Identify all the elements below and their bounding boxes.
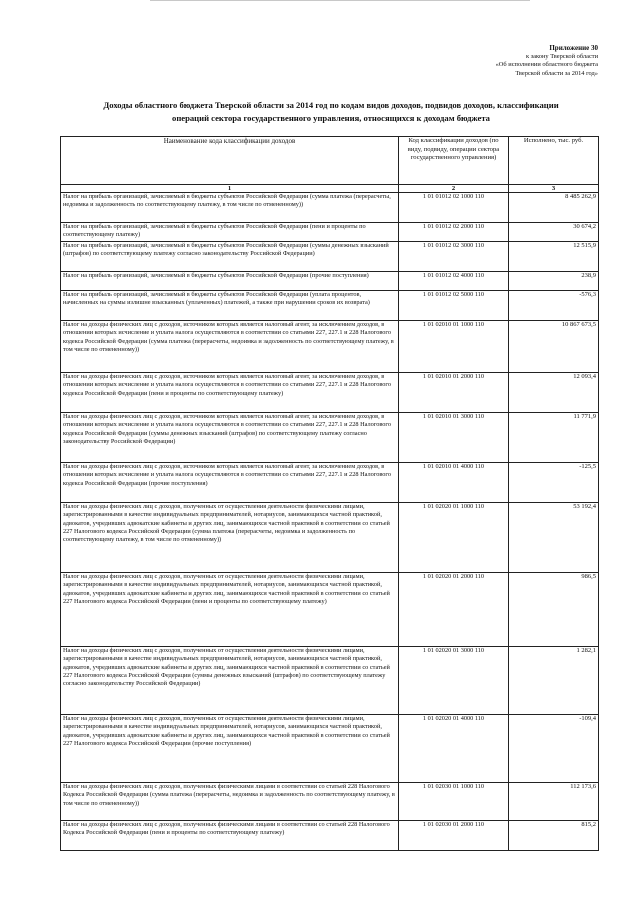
row-value: 10 867 673,5 [509, 321, 599, 373]
column-number-2: 2 [399, 185, 509, 193]
row-value: 12 093,4 [509, 373, 599, 413]
row-code: 1 01 01012 02 1000 110 [399, 193, 509, 223]
row-value: 112 173,6 [509, 783, 599, 821]
column-number-row [61, 185, 599, 193]
row-name: Налог на доходы физических лиц с доходов, полученных от осуществления деятельности физическими лицами, зарегистрированными в качестве индивидуальных предпринимателей, нотариусов, занимающихся частной практикой, адвокатов, учредивших адвокатские кабинеты и других лиц, занимающихся частной практикой в соответствии со статьей 227 Налогового кодекса Российской Федерации (пени и проценты по соответствующему платежу) [61, 573, 399, 647]
row-code: 1 01 02020 01 1000 110 [399, 503, 509, 573]
column-number-3: 3 [509, 185, 599, 193]
row-code: 1 01 01012 02 3000 110 [399, 242, 509, 272]
appendix-block [496, 44, 598, 78]
table-row [61, 242, 599, 272]
title-line-1: Доходы областного бюджета Тверской области за 2014 год по кодам видов доходов, подвидов доходов, классификации [103, 100, 559, 110]
row-code: 1 01 01012 02 2000 110 [399, 223, 509, 242]
row-name: Налог на доходы физических лиц с доходов, источником которых является налоговый агент, за исключением доходов, в отношении которых исчисление и уплата налога осуществляются в соответствии со статьями 227, 227.1 и 228 Налогового кодекса Российской Федерации (прочие поступления) [61, 463, 399, 503]
row-code: 1 01 02020 01 2000 110 [399, 573, 509, 647]
appendix-line-2: «Об исполнении областного бюджета [495, 61, 598, 69]
row-value: 11 771,9 [509, 413, 599, 463]
row-value: -109,4 [509, 715, 599, 783]
table-row [61, 783, 599, 821]
table-row [61, 715, 599, 783]
row-value: 815,2 [509, 821, 599, 851]
header-code: Код классификации доходов (по виду, подвиду, операции сектора государственного управления) [399, 137, 509, 185]
row-code: 1 01 01012 02 4000 110 [399, 272, 509, 291]
row-code: 1 01 02010 01 1000 110 [399, 321, 509, 373]
row-name: Налог на доходы физических лиц с доходов, полученных от осуществления деятельности физическими лицами, зарегистрированными в качестве индивидуальных предпринимателей, нотариусов, занимающихся частной практикой, адвокатов, учредивших адвокатские кабинеты и других лиц, занимающихся частной практикой в соответствии со статьей 227 Налогового кодекса Российской Федерации (сумма платежа (перерасчеты, недоимка и задолженность по соответствующему платежу, в том числе по отмененному)) [61, 503, 399, 573]
row-name: Налог на доходы физических лиц с доходов, полученных от осуществления деятельности физическими лицами, зарегистрированными в качестве индивидуальных предпринимателей, нотариусов, занимающихся частной практикой, адвокатов, учредивших адвокатские кабинеты и других лиц, занимающихся частной практикой в соответствии со статьей 227 Налогового кодекса Российской Федерации (суммы денежных взысканий (штрафов) по соответствующему платежу согласно законодательству Российской Федерации) [61, 647, 399, 715]
row-name: Налог на доходы физических лиц с доходов, источником которых является налоговый агент, за исключением доходов, в отношении которых исчисление и уплата налога осуществляются в соответствии со статьями 227, 227.1 и 228 Налогового кодекса Российской Федерации (сумма платежа (перерасчеты, недоимка и задолженность по соответствующему платежу, в том числе по отмененному)) [61, 321, 399, 373]
row-code: 1 01 02030 01 2000 110 [399, 821, 509, 851]
appendix-number: Приложение 30 [549, 44, 598, 52]
row-value: -576,3 [509, 291, 599, 321]
table-row [61, 463, 599, 503]
row-code: 1 01 01012 02 5000 110 [399, 291, 509, 321]
table-row [61, 821, 599, 851]
row-code: 1 01 02020 01 3000 110 [399, 647, 509, 715]
scan-top-edge [150, 0, 530, 1]
row-name: Налог на прибыль организаций, зачисляемый в бюджеты субъектов Российской Федерации (суммы денежных взысканий (штрафов) по соответствующему платежу согласно законодательству Российской Федерации) [61, 242, 399, 272]
appendix-line-3: Тверской области за 2014 год» [515, 69, 598, 77]
table-row [61, 223, 599, 242]
row-name: Налог на прибыль организаций, зачисляемый в бюджеты субъектов Российской Федерации (сумма платежа (перерасчеты, недоимка и задолженность по соответствующему платежу, в том числе по отмененному)) [61, 193, 399, 223]
table-row [61, 321, 599, 373]
row-name: Налог на доходы физических лиц с доходов, источником которых является налоговый агент, за исключением доходов, в отношении которых исчисление и уплата налога осуществляются в соответствии со статьями 227, 227.1 и 228 Налогового кодекса Российской Федерации (суммы денежных взысканий (штрафов) по соответствующему платежу согласно законодательству Российской Федерации) [61, 413, 399, 463]
row-name: Налог на прибыль организаций, зачисляемый в бюджеты субъектов Российской Федерации (прочие поступления) [61, 272, 399, 291]
table-row [61, 647, 599, 715]
table-row [61, 573, 599, 647]
appendix-line-1: к закону Тверской области [525, 52, 598, 60]
row-code: 1 01 02010 01 4000 110 [399, 463, 509, 503]
table-row [61, 272, 599, 291]
table-row [61, 413, 599, 463]
revenue-table [60, 136, 599, 851]
row-code: 1 01 02010 01 3000 110 [399, 413, 509, 463]
row-name: Налог на доходы физических лиц с доходов, полученных от осуществления деятельности физическими лицами, зарегистрированными в качестве индивидуальных предпринимателей, нотариусов, занимающихся частной практикой, адвокатов, учредивших адвокатские кабинеты и других лиц, занимающихся частной практикой в соответствии со статьей 227 Налогового кодекса Российской Федерации (прочие поступления) [61, 715, 399, 783]
row-name: Налог на прибыль организаций, зачисляемый в бюджеты субъектов Российской Федерации (пени и проценты по соответствующему платежу) [61, 223, 399, 242]
row-value: 53 192,4 [509, 503, 599, 573]
row-value: 8 485 262,9 [509, 193, 599, 223]
row-code: 1 01 02020 01 4000 110 [399, 715, 509, 783]
row-value: 986,5 [509, 573, 599, 647]
header-value: Исполнено, тыс. руб. [509, 137, 599, 185]
row-value: 12 515,9 [509, 242, 599, 272]
table-row [61, 503, 599, 573]
row-value: 30 674,2 [509, 223, 599, 242]
row-code: 1 01 02010 01 2000 110 [399, 373, 509, 413]
row-value: -125,5 [509, 463, 599, 503]
row-name: Налог на доходы физических лиц с доходов, полученных физическими лицами в соответствии со статьей 228 Налогового Кодекса Российской Федерации (сумма платежа (перерасчеты, недоимка и задолженность по соответствующему платежу, в том числе по отмененному)) [61, 783, 399, 821]
document-title [66, 99, 596, 125]
header-name: Наименование кода классификации доходов [61, 137, 399, 185]
row-value: 238,9 [509, 272, 599, 291]
table-row [61, 291, 599, 321]
table-row [61, 373, 599, 413]
row-name: Налог на доходы физических лиц с доходов, источником которых является налоговый агент, за исключением доходов, в отношении которых исчисление и уплата налога осуществляются в соответствии со статьями 227, 227.1 и 228 Налогового кодекса Российской Федерации (пени и проценты по соответствующему платежу) [61, 373, 399, 413]
row-value: 1 282,1 [509, 647, 599, 715]
table-header-row [61, 137, 599, 185]
row-code: 1 01 02030 01 1000 110 [399, 783, 509, 821]
row-name: Налог на доходы физических лиц с доходов, полученных физическими лицами в соответствии со статьей 228 Налогового Кодекса Российской Федерации (пени и проценты по соответствующему платежу) [61, 821, 399, 851]
row-name: Налог на прибыль организаций, зачисляемый в бюджеты субъектов Российской Федерации (уплата процентов, начисленных на суммы излишне взысканных (уплаченных) платежей, а также при нарушении сроков их возврата) [61, 291, 399, 321]
title-line-2: операций сектора государственного управления, относящихся к доходам бюджета [172, 113, 490, 123]
table-row [61, 193, 599, 223]
column-number-1: 1 [61, 185, 399, 193]
